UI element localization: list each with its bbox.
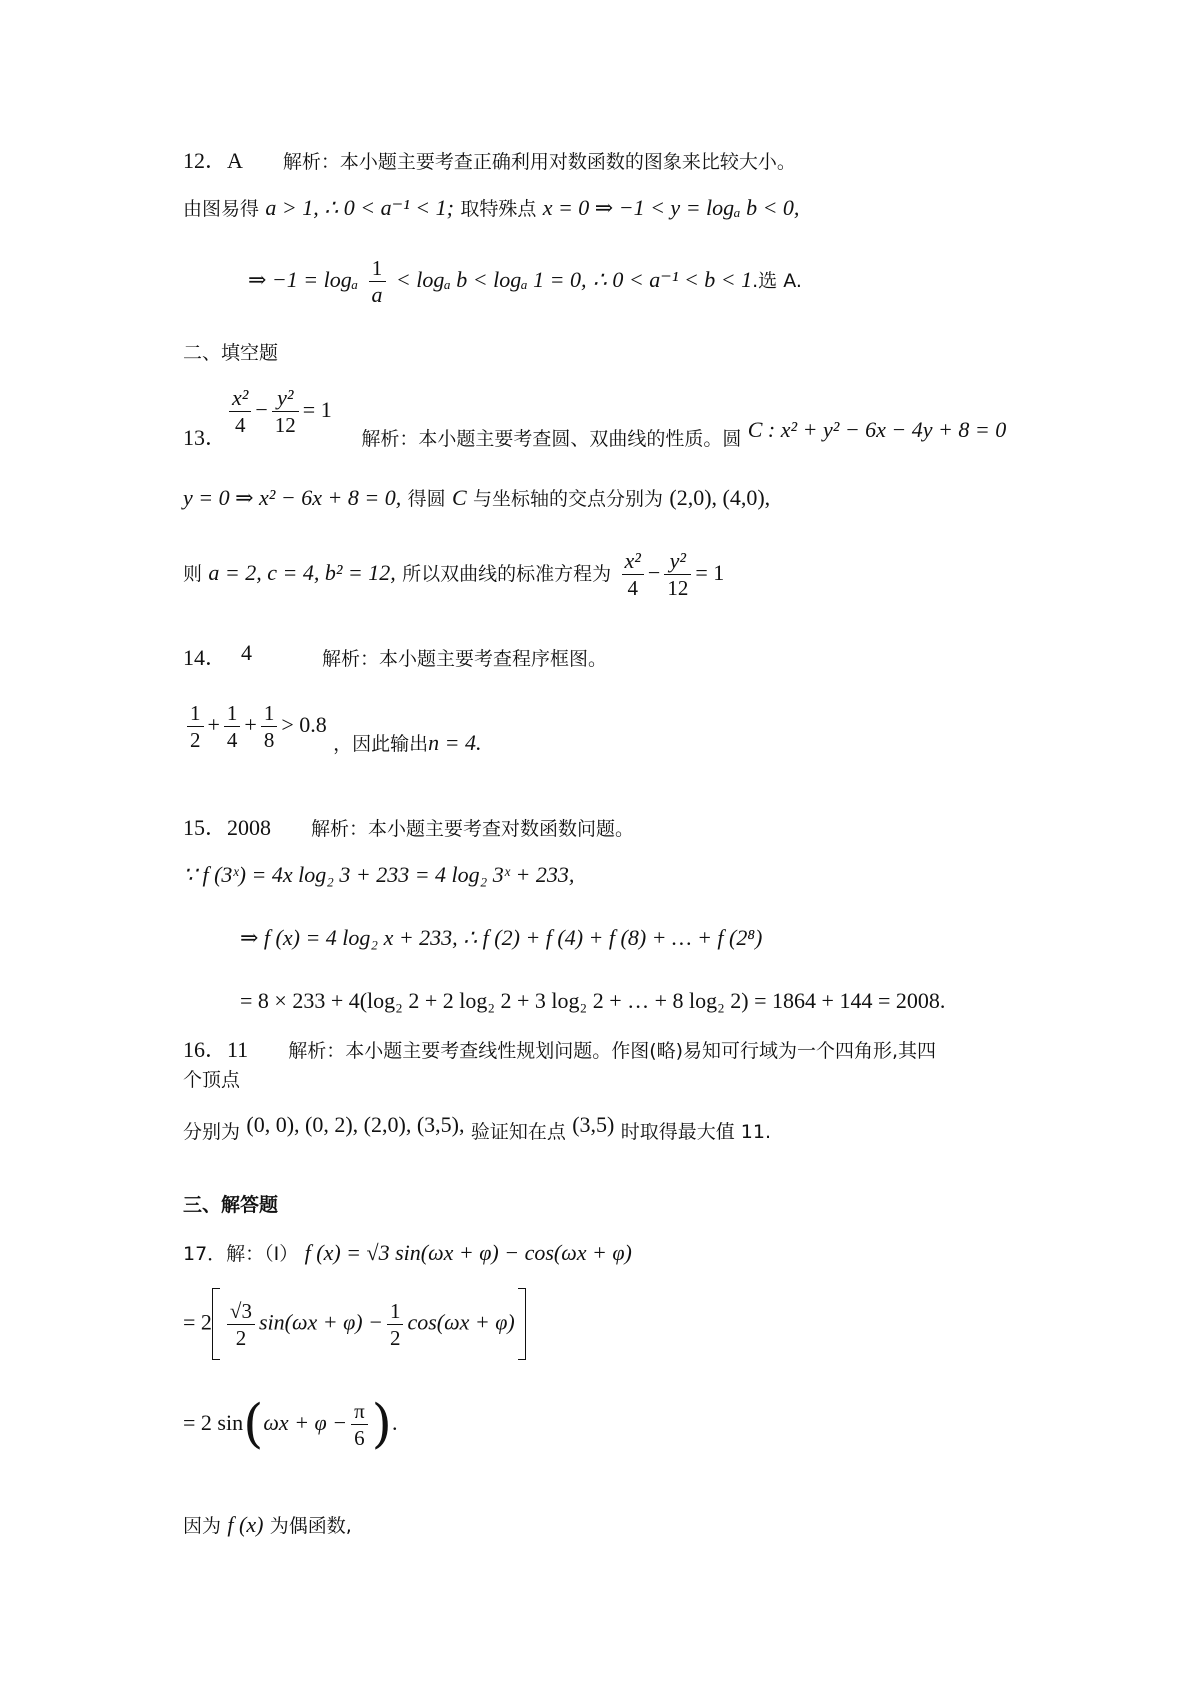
frac-den: 2 (389, 1325, 401, 1350)
section-3-title: 三、解答题 (183, 1194, 279, 1216)
p15-line3: ⇒ f (x) = 4 log₂ x + 233, ∴ f (2) + f (4) + f (8) + … + f (2⁸) (240, 925, 763, 950)
p13-eq: = 1 (695, 560, 725, 585)
frac-num: 1 (369, 255, 386, 282)
p16-line1-cont: 个顶点 (183, 1069, 241, 1091)
p16-head: 16．11 (183, 1037, 249, 1062)
p13-frac-y (664, 548, 691, 601)
frac-num: π (351, 1398, 368, 1425)
frac-den: 12 (667, 576, 689, 600)
p15-line1 (183, 815, 634, 842)
p12-text: .选 A. (752, 270, 802, 292)
p16-points: (0, 0), (0, 2), (2,0), (3,5), (246, 1112, 465, 1137)
p16-text: 时取得最大值 11. (620, 1121, 771, 1143)
p13-line2 (183, 485, 770, 512)
p17-math: . (391, 1410, 398, 1435)
p12-head: 12．A (183, 148, 243, 173)
p14-line2: $\frac{1}{2}$ + $\frac{1}{4}$ + $\frac{1}{8}$ > 0.8 ，因此输出n = 4. (183, 700, 482, 753)
p17-math: f (x) (227, 1512, 264, 1537)
p12-math: x = 0 ⇒ −1 < y = logₐ b < 0, (542, 195, 800, 220)
p17-frac (387, 1298, 404, 1351)
p12-math: < logₐ b < logₐ 1 = 0, (395, 267, 587, 292)
p15-head: 15．2008 (183, 815, 272, 840)
p17-line4 (183, 1512, 352, 1539)
p14-head: 14． (183, 645, 228, 670)
p16-line1 (183, 1037, 936, 1064)
frac-num: y² (272, 385, 299, 412)
p14-frac (224, 700, 241, 753)
p12-line3 (248, 255, 802, 308)
p12-line2 (183, 195, 799, 222)
p13-frac-x (622, 548, 644, 601)
left-bracket (212, 1288, 220, 1360)
frac-den: 4 (234, 413, 246, 437)
right-paren: ) (371, 1394, 392, 1455)
p17-text: 为偶函数, (269, 1515, 352, 1537)
frac-den: 8 (263, 728, 275, 752)
p12-fraction (369, 255, 386, 308)
p17-line3 (183, 1394, 398, 1455)
p13-line1 (183, 417, 1007, 452)
frac-num: x² (229, 385, 251, 412)
p13-math: a = 2, c = 4, b² = 12, (208, 560, 396, 585)
p16-line2 (183, 1112, 771, 1145)
frac-num: 1 (261, 700, 278, 727)
p13-analysis: 解析：本小题主要考查圆、双曲线的性质。圆 (361, 428, 742, 450)
p13-circle-eq: C : x² + y² − 6x − 4y + 8 = 0 (747, 417, 1007, 442)
p16-text: 分别为 (183, 1121, 241, 1143)
p17-math: cos(ωx + φ) (407, 1309, 515, 1335)
frac-num: √3 (227, 1298, 255, 1325)
p15-analysis: 解析：本小题主要考查对数函数问题。 (311, 818, 635, 840)
p13-text: 则 (183, 563, 203, 585)
p13-eq: = 1 (302, 397, 332, 422)
frac-den: 12 (274, 413, 296, 437)
p12-text: 由图易得 (183, 198, 260, 220)
frac-num: x² (622, 548, 644, 575)
left-paren: ( (243, 1394, 264, 1455)
p12-math: a > 1, ∴ 0 < a⁻¹ < 1; (265, 195, 454, 220)
p12-analysis: 解析：本小题主要考查正确利用对数函数的图象来比较大小。 (282, 151, 796, 173)
p13-text: 所以双曲线的标准方程为 (402, 563, 612, 585)
p13-answer: $\frac{\text{x²}}{4}$ − $\frac{\text{y²}}{12}$ = 1 (225, 385, 332, 438)
p17-math: sin(ωx + φ) − (258, 1309, 383, 1335)
p16-analysis: 解析：本小题主要考查线性规划问题。作图(略)易知可行域为一个四角形,其四 (288, 1040, 937, 1062)
p14-math: n = 4. (428, 730, 482, 755)
p12-math: ⇒ −1 = logₐ (248, 267, 359, 292)
p15-line4: = 8 × 233 + 4(log₂ 2 + 2 log₂ 2 + 3 log₂ 2 + … + 8 log₂ 2) = 1864 + 144 = 2008. (240, 988, 946, 1013)
p16-point: (3,5) (572, 1112, 615, 1137)
frac-den: 2 (190, 728, 201, 752)
frac-den: 6 (354, 1426, 365, 1450)
p12-line1 (183, 148, 796, 175)
p15-line2: ∵ f (3ˣ) = 4x log₂ 3 + 233 = 4 log₂ 3ˣ + 233, (183, 862, 575, 887)
frac-num: y² (664, 548, 691, 575)
right-bracket (518, 1288, 526, 1360)
frac-den: 4 (627, 576, 638, 600)
p17-text: 因为 (183, 1515, 222, 1537)
p17-frac (227, 1298, 255, 1351)
p17-math: = 2 sin (183, 1410, 244, 1435)
p13-text: 与坐标轴的交点分别为 (473, 488, 664, 510)
p17-line1 (183, 1240, 632, 1267)
p17-head: 17．解：（Ⅰ） (183, 1243, 299, 1265)
p13-text: 得圆 (407, 488, 446, 510)
p12-math: ∴ 0 < a⁻¹ < b < 1 (592, 267, 753, 292)
p14-line1 (183, 640, 608, 672)
p14-answer: 4 (241, 640, 253, 665)
frac-num: 1 (187, 700, 204, 727)
p13-math: C (451, 485, 467, 510)
p17-coef: = 2 (183, 1309, 212, 1335)
p12-text: 取特殊点 (460, 198, 537, 220)
frac-num: 1 (387, 1298, 404, 1325)
p13-points: (2,0), (4,0), (669, 485, 771, 510)
p13-math: y = 0 ⇒ x² − 6x + 8 = 0, (183, 485, 402, 510)
p14-analysis: 解析：本小题主要考查程序框图。 (322, 648, 608, 670)
p17-frac (351, 1398, 368, 1451)
p17-line2 (183, 1288, 526, 1360)
p16-text: 验证知在点 (470, 1121, 566, 1143)
frac-den: a (371, 282, 383, 307)
p14-frac (187, 700, 204, 753)
frac-num: 1 (224, 700, 241, 727)
section-2-title: 二、填空题 (183, 342, 279, 364)
frac-den: 2 (235, 1325, 247, 1350)
p13-head: 13． (183, 425, 228, 450)
p17-math: ωx + φ − (263, 1410, 348, 1435)
p14-text: ，因此输出 (333, 733, 429, 755)
p14-ineq: > 0.8 (281, 712, 327, 737)
p17-function: f (x) = √3 sin(ωx + φ) − cos(ωx + φ) (304, 1240, 632, 1265)
p14-frac (261, 700, 278, 753)
p13-line3: 则 a = 2, c = 4, b² = 12, 所以双曲线的标准方程为 $\frac{\text{x²}}{4}$ − $\frac{\text{y²}}{12}$ = 1 (183, 548, 725, 600)
frac-den: 4 (226, 728, 238, 752)
